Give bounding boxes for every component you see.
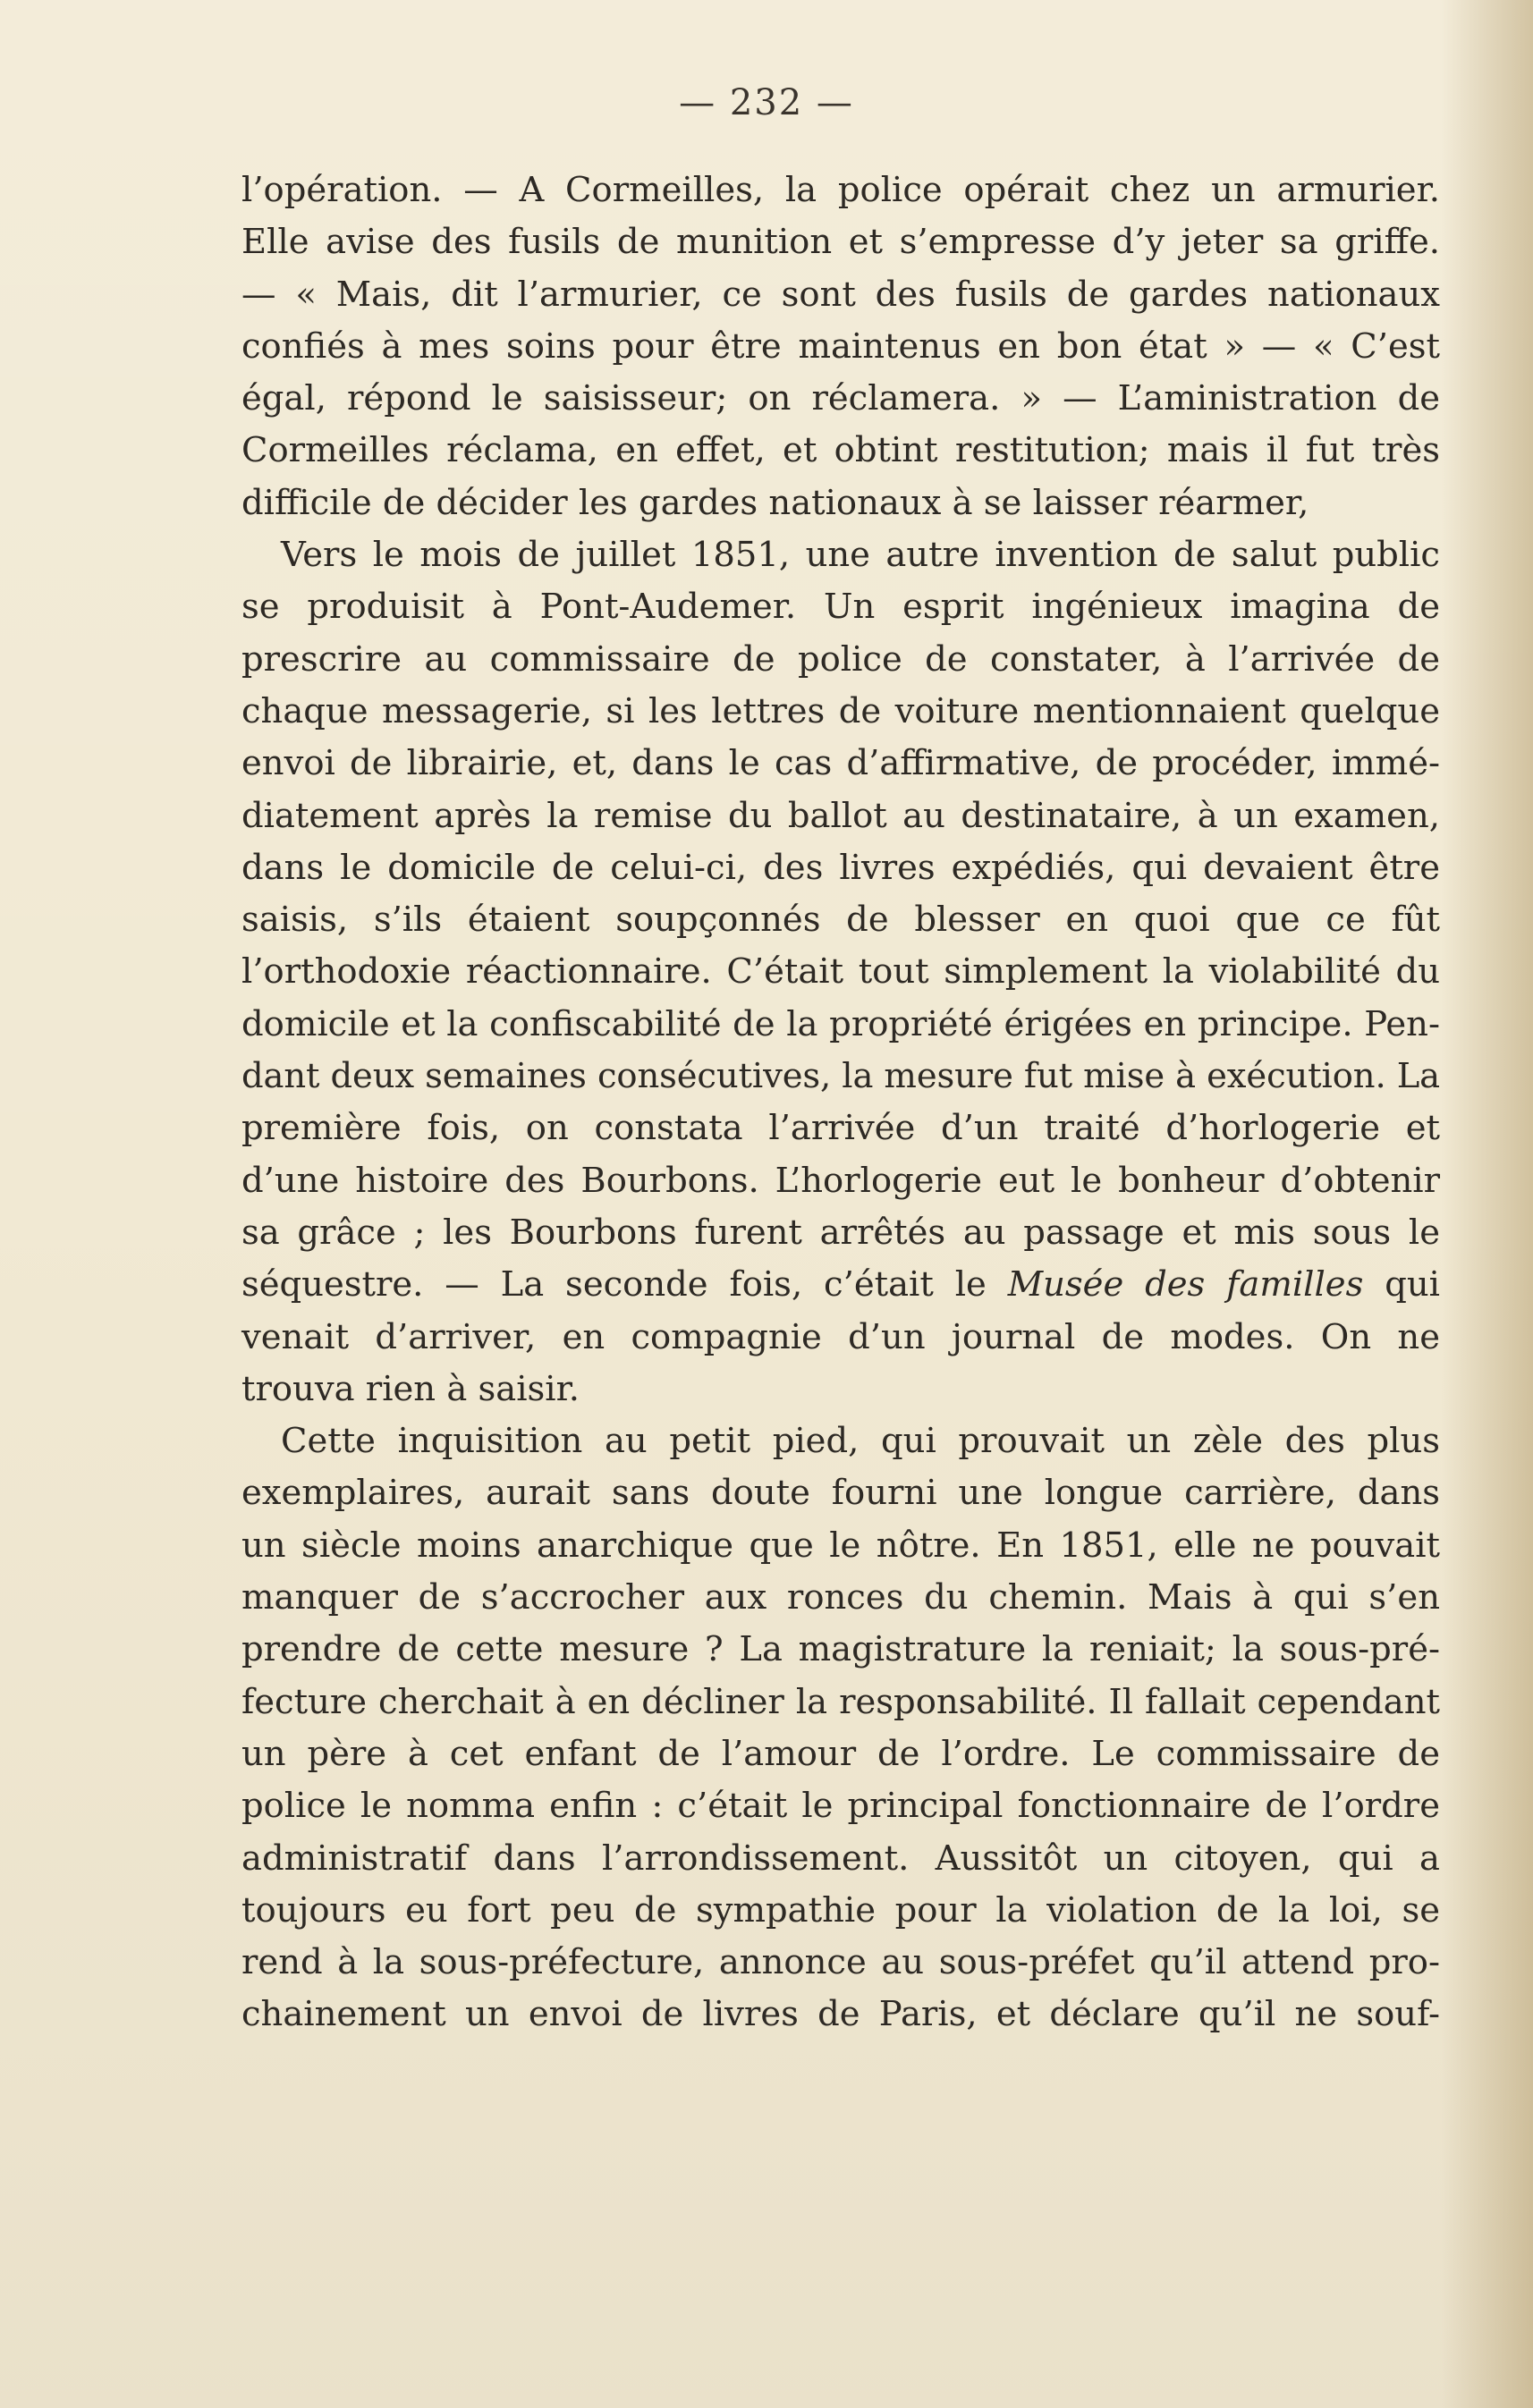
text-line: première fois, on constata l’arrivée d’un traité d’horlogerie et xyxy=(241,1108,1440,1149)
text-line: sa grâce ; les Bourbons furent arrêtés au passage et mis sous le xyxy=(241,1212,1440,1253)
text-line: l’orthodoxie réactionnaire. C’était tout simplement la violabilité du xyxy=(241,951,1440,993)
text-line: rend à la sous-préfecture, annonce au sous-préfet qu’il attend pro- xyxy=(241,1942,1440,1983)
text-line: exemplaires, aurait sans doute fourni une longue carrière, dans xyxy=(241,1473,1440,1514)
text-line: dant deux semaines consécutives, la mesure fut mise à exécution. La xyxy=(241,1056,1440,1097)
text-segment: séquestre. — La seconde fois, c’était le xyxy=(241,1264,1008,1305)
text-line: diatement après la remise du ballot au destinataire, à un examen, xyxy=(241,795,1440,836)
text-line: chainement un envoi de livres de Paris, et déclare qu’il ne souf- xyxy=(241,1994,1440,2035)
text-line: d’une histoire des Bourbons. L’horlogerie eut le bonheur d’obtenir xyxy=(241,1160,1440,1201)
text-line: prescrire au commissaire de police de constater, à l’arrivée de xyxy=(241,638,1440,680)
text-line: domicile et la confiscabilité de la propriété érigées en principe. Pen- xyxy=(241,1003,1440,1044)
text-line: toujours eu fort peu de sympathie pour la violation de la loi, se xyxy=(241,1889,1440,1931)
text-line: dans le domicile de celui-ci, des livres expédiés, qui devaient être xyxy=(241,847,1440,888)
text-line: prendre de cette mesure ? La magistrature la reniait; la sous-pré- xyxy=(241,1629,1440,1670)
text-line: — « Mais, dit l’armurier, ce sont des fusils de gardes nationaux xyxy=(241,274,1440,315)
text-line: Cette inquisition au petit pied, qui prouvait un zèle des plus xyxy=(281,1421,1440,1462)
text-line: un père à cet enfant de l’amour de l’ordre. Le commissaire de xyxy=(241,1733,1440,1774)
text-line: se produisit à Pont-Audemer. Un esprit ingénieux imagina de xyxy=(241,587,1440,628)
text-line xyxy=(241,1259,1440,1311)
text-line: administratif dans l’arrondissement. Aussitôt un citoyen, qui a xyxy=(241,1838,1440,1879)
text-line: confiés à mes soins pour être maintenus en bon état » — « C’est xyxy=(241,325,1440,367)
text-line: Vers le mois de juillet 1851, une autre invention de salut public xyxy=(281,535,1440,576)
text-line: police le nomma enfin : c’était le principal fonctionnaire de l’ordre xyxy=(241,1786,1440,1827)
text-line: envoi de librairie, et, dans le cas d’affirmative, de procéder, immé- xyxy=(241,743,1440,784)
body-text xyxy=(241,165,1440,2041)
text-line: Elle avise des fusils de munition et s’empresse d’y jeter sa griffe. xyxy=(241,222,1440,263)
text-line: saisis, s’ils étaient soupçonnés de blesser en quoi que ce fût xyxy=(241,900,1440,941)
page-number: — 232 — xyxy=(679,82,854,123)
text-line: l’opération. — A Cormeilles, la police opérait chez un armurier. xyxy=(241,170,1440,210)
text-line: manquer de s’accrocher aux ronces du chemin. Mais à qui s’en xyxy=(241,1577,1440,1618)
text-line: difficile de décider les gardes nationaux à se laisser réarmer, xyxy=(241,482,1309,523)
text-line: fecture cherchait à en décliner la responsabilité. Il fallait cependant xyxy=(241,1681,1440,1722)
text-segment: qui xyxy=(1363,1264,1440,1305)
text-line: Cormeilles réclama, en effet, et obtint restitution; mais il fut très xyxy=(241,430,1440,471)
text-line: égal, répond le saisisseur; on réclamera. » — L’aministration de xyxy=(241,378,1440,419)
italic-title: Musée des familles xyxy=(1007,1264,1364,1305)
text-line: un siècle moins anarchique que le nôtre. En 1851, elle ne pouvait xyxy=(241,1525,1440,1566)
text-line: venait d’arriver, en compagnie d’un journal de modes. On ne xyxy=(241,1316,1440,1357)
text-line: trouva rien à saisir. xyxy=(241,1368,580,1409)
text-line: chaque messagerie, si les lettres de voiture mentionnaient quelque xyxy=(241,690,1440,731)
